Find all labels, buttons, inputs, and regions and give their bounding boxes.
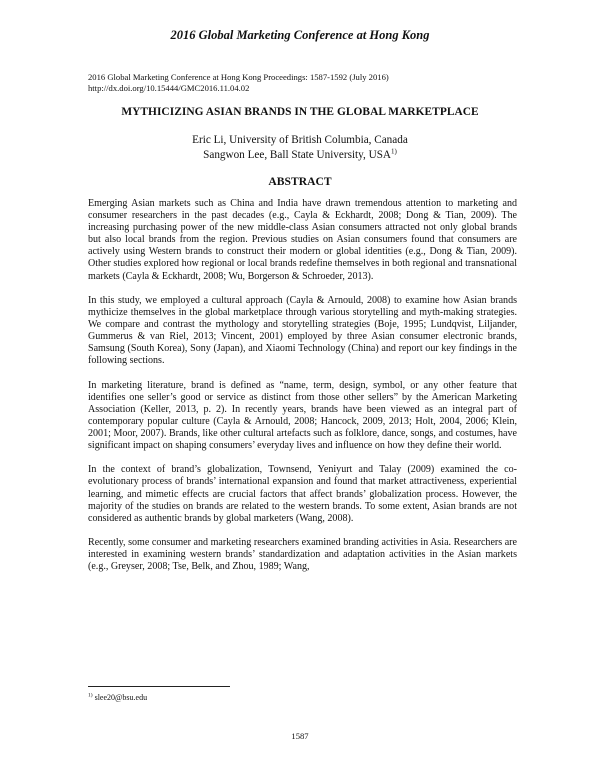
author-2 (0, 148, 600, 163)
running-header: 2016 Global Marketing Conference at Hong Kong (170, 28, 430, 42)
footnote (88, 693, 147, 702)
abstract-body (88, 198, 517, 585)
paragraph-2: In this study, we employed a cultural approach (Cayla & Arnould, 2008) to examine how Asian brands mythicize themselves in the global marketplace through various storytelling and myth-making strategies. We compare and contrast the mythology and storytelling strategies (Boje, 1995; Lundqvist, Liljander, Gummerus & van Riel, 2013; Vincent, 2001) employed by three Asian consumer electronic brands, Samsung (South Korea), Sony (Japan), and Xiaomi Technology (China) and report our key findings in the following sections. (88, 294, 517, 367)
paragraph-4: In the context of brand’s globalization, Townsend, Yeniyurt and Talay (2009) examined the co-evolutionary process of brands’ international expansion and found that market attractiveness, experiential learning, and mimetic effects are crucial factors that affect brands’ globalization process. However, the majority of the studies on brands are related to the western brands. To some extent, Asian brands are not considered as authentic brands by global marketers (Wang, 2008). (88, 464, 517, 524)
footnote-mark: 1) (88, 692, 93, 699)
doi-link[interactable]: http://dx.doi.org/10.15444/GMC2016.11.04.02 (88, 83, 250, 93)
paragraph-5: Recently, some consumer and marketing researchers examined branding activities in Asia. Researchers are interested in examining western brands’ standardization and adaptation activities in the Asian markets (e.g., Greyser, 2008; Tse, Belk, and Zhou, 1989; Wang, (88, 537, 517, 573)
abstract-heading: ABSTRACT (268, 175, 332, 188)
paper-title: MYTHICIZING ASIAN BRANDS IN THE GLOBAL MARKETPLACE (121, 106, 479, 118)
footnote-divider (88, 686, 230, 687)
paragraph-1: Emerging Asian markets such as China and India have drawn tremendous attention to marketing and consumer researchers in the past decades (e.g., Cayla & Eckhardt, 2008; Dong & Tian, 2009). The increasing purchasing power of the new middle-class Asian consumers attracted not only global brands but also local brands from the region. Previous studies on Asian consumers found that consumers are actively using Western brands to construct their modern or global identities (e.g., Dong & Tian, 2009). Other studies explored how regional or local brands redefine themselves in both regional and transnational markets (Cayla & Eckhardt, 2008; Wu, Borgerson & Schroeder, 2013). (88, 198, 517, 282)
author-1: Eric Li, University of British Columbia, Canada (192, 134, 408, 146)
proceedings-info (88, 72, 389, 94)
author-block (0, 133, 600, 162)
proceedings-citation: 2016 Global Marketing Conference at Hong Kong Proceedings: 1587-1592 (July 2016) (88, 72, 389, 82)
paragraph-3: In marketing literature, brand is defined as “name, term, design, symbol, or any other feature that identifies one seller’s good or service as distinct from those other sellers” by the American Marketing Association (Keller, 2013, p. 2). In recently years, brands have been viewed as an integral part of contemporary popular culture (Cayla & Arnould, 2008; Hancock, 2009, 2013; Holt, 2004, 2006; Klein, 2001; Moor, 2007). Brands, like other cultural artefacts such as folklore, dance, songs, and costumes, have significant impact on shaping consumers’ everyday lives and influence on how they define their world. (88, 379, 517, 452)
author-2-name: Sangwon Lee, Ball State University, USA (203, 148, 392, 161)
footnote-email[interactable]: slee20@bsu.edu (94, 693, 148, 702)
page-number: 1587 (291, 731, 309, 741)
footnote-marker: 1) (391, 146, 397, 155)
